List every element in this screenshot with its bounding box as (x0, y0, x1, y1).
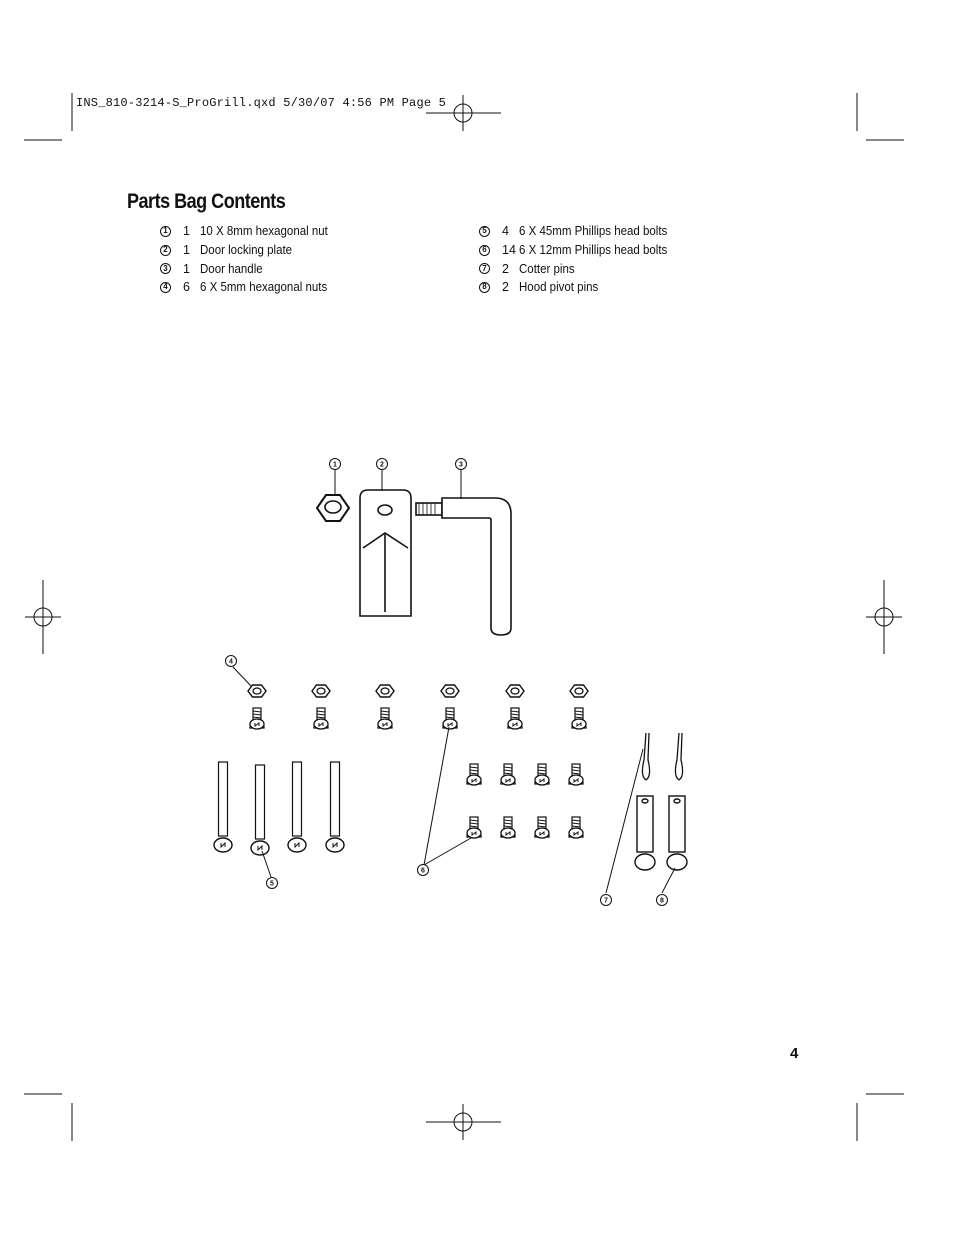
part-qty: 2 (502, 280, 509, 295)
hex-nut-large (317, 495, 349, 521)
callout-label: 3 (459, 461, 463, 469)
callout-number: 3 (160, 263, 171, 274)
long-bolts (214, 762, 344, 855)
small-hex-nuts (248, 685, 588, 697)
callout-label: 1 (333, 461, 337, 469)
callout-number: 8 (479, 282, 490, 293)
callout-number: 7 (479, 263, 490, 274)
door-locking-plate (360, 490, 411, 616)
callout-number: 5 (479, 226, 490, 237)
part-desc: Cotter pins (519, 261, 575, 276)
callout-number: 6 (479, 245, 490, 256)
callout-number: 4 (160, 282, 171, 293)
part-qty: 6 (183, 280, 190, 295)
part-desc: Door handle (200, 261, 263, 276)
part-qty: 1 (183, 224, 190, 239)
callout-label: 8 (660, 897, 664, 905)
part-desc: 6 X 45mm Phillips head bolts (519, 224, 668, 239)
callout-number: 1 (160, 226, 171, 237)
cotter-pins (642, 733, 682, 780)
callout-label: 2 (380, 461, 384, 469)
callout-number: 2 (160, 245, 171, 256)
part-desc: Door locking plate (200, 243, 293, 258)
callout-label: 6 (421, 867, 425, 875)
hood-pivot-pins (635, 796, 687, 870)
part-qty: 1 (183, 243, 190, 258)
part-qty: 1 (183, 261, 190, 276)
part-qty: 2 (502, 261, 509, 276)
callout-label: 7 (604, 897, 608, 905)
callout-label: 4 (229, 658, 233, 666)
part-qty: 14 (502, 243, 516, 258)
part-desc: 10 X 8mm hexagonal nut (200, 224, 328, 239)
page-number: 4 (790, 1045, 799, 1062)
callout-label: 5 (270, 880, 274, 888)
file-slug: INS_810-3214-S_ProGrill.qxd 5/30/07 4:56 PM Page 5 (76, 96, 447, 110)
part-desc: Hood pivot pins (519, 280, 599, 295)
callout-circles (226, 459, 668, 906)
page-title: Parts Bag Contents (127, 190, 286, 213)
part-desc: 6 X 12mm Phillips head bolts (519, 243, 668, 258)
short-bolts-row-top (250, 708, 586, 729)
part-desc: 6 X 5mm hexagonal nuts (200, 280, 328, 295)
part-qty: 4 (502, 224, 509, 239)
door-handle (416, 498, 511, 635)
short-bolts-grid (467, 764, 583, 838)
